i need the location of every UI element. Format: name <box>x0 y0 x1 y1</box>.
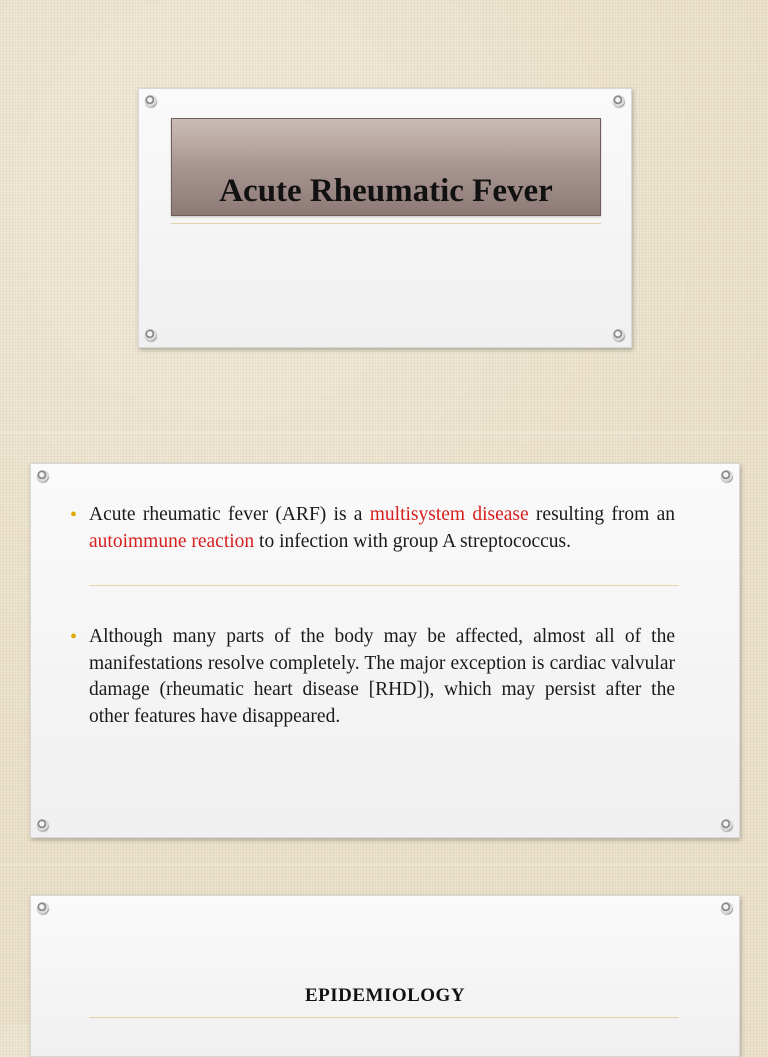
bullet-item <box>70 624 675 730</box>
screw-icon <box>37 470 49 482</box>
slide-2 <box>0 432 768 864</box>
section-card <box>30 895 740 1057</box>
bullet-text: Although many parts of the body may be affected, almost all of the manifestations resolve completely. The major exception is cardiac valvular damage (rheumatic heart disease [RHD]), which may persist after the other features have disappeared. <box>89 626 675 727</box>
content-card <box>30 463 740 838</box>
section-divider <box>89 1017 679 1018</box>
content-divider <box>89 585 679 586</box>
highlight-text: autoimmune reaction <box>89 530 255 552</box>
slide-1 <box>0 0 768 432</box>
bullet-text: Acute rheumatic fever (ARF) is a <box>89 504 370 525</box>
screw-icon <box>145 95 157 107</box>
title-divider <box>171 223 601 224</box>
slide-title: Acute Rheumatic Fever <box>219 173 553 209</box>
slide-3 <box>0 864 768 1024</box>
screw-icon <box>37 902 49 914</box>
screw-icon <box>37 819 49 831</box>
screw-icon <box>721 819 733 831</box>
screw-icon <box>613 95 625 107</box>
screw-icon <box>613 329 625 341</box>
bullet-icon: • <box>70 504 78 526</box>
bullet-text: resulting from an <box>528 504 675 525</box>
screw-icon <box>145 329 157 341</box>
screw-icon <box>721 470 733 482</box>
screw-icon <box>721 902 733 914</box>
bullet-text: to infection with group A streptococcus. <box>254 530 571 552</box>
highlight-text: multisystem disease <box>369 504 529 525</box>
section-heading: EPIDEMIOLOGY <box>304 985 466 1006</box>
title-band <box>171 118 601 216</box>
bullet-item <box>70 502 675 555</box>
title-card <box>138 88 632 348</box>
bullet-icon: • <box>70 626 78 648</box>
